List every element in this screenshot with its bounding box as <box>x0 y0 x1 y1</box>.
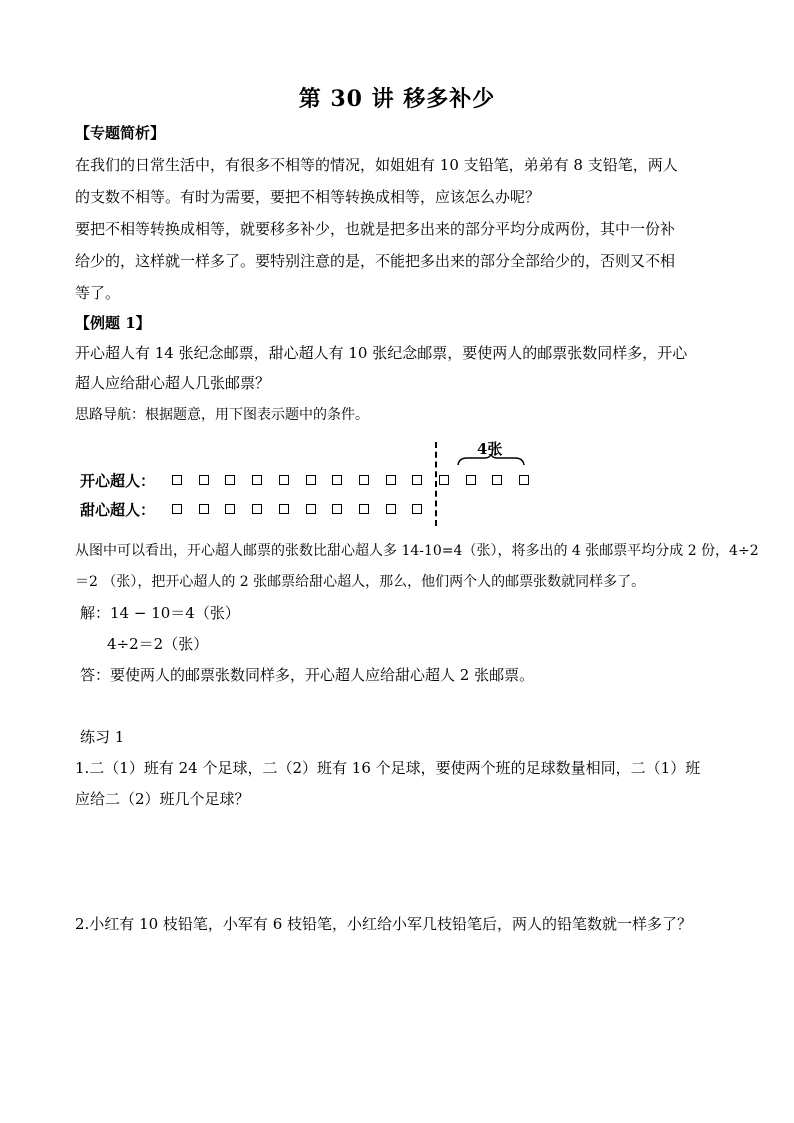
intro-line-2: 的支数不相等。有时为需要，要把不相等转换成相等，应该怎么办呢？ <box>75 188 541 206</box>
solution-step-2: 4÷2＝2（张） <box>107 635 209 653</box>
practice-q1-line-2: 应给二（2）班几个足球？ <box>75 790 250 808</box>
example-hint: 思路导航：根据题意，用下图表示题中的条件。 <box>75 407 369 423</box>
solution-step-1-text: 14 − 10＝4（张） <box>110 604 240 622</box>
row1-stamp-box <box>199 475 209 485</box>
intro-line-4: 给少的，这样就一样多了。要特别注意的是，不能把多出来的部分全部给少的，否则又不相 <box>75 252 676 270</box>
row1-stamp-box <box>172 475 182 485</box>
practice-q2: 2.小红有 10 枝铅笔，小军有 6 枝铅笔，小红给小军几枝铅笔后，两人的铅笔数就一样多了？ <box>75 915 693 933</box>
row2-stamp-box <box>252 504 262 514</box>
row2-stamp-box <box>332 504 342 514</box>
practice-q1-line-1: 1.二（1）班有 24 个足球，二（2）班有 16 个足球，要使两个班的足球数量相同，二（1）班 <box>75 759 701 777</box>
example-heading: 【例题 1】 <box>75 314 151 332</box>
diagram-row2-label: 甜心超人： <box>80 501 156 519</box>
solution-label: 解： <box>80 604 111 622</box>
row2-stamp-box <box>225 504 235 514</box>
row2-stamp-box <box>306 504 316 514</box>
row2-stamp-box <box>199 504 209 514</box>
row2-stamp-box <box>359 504 369 514</box>
row2-stamp-box <box>412 504 422 514</box>
row1-stamp-box <box>225 475 235 485</box>
row2-stamp-box <box>172 504 182 514</box>
intro-line-1: 在我们的日常生活中，有很多不相等的情况，如姐姐有 10 支铅笔，弟弟有 8 支铅笔，两人 <box>75 156 678 174</box>
example-question-line-2: 超人应给甜心超人几张邮票？ <box>75 374 271 392</box>
row1-stamp-box <box>492 475 502 485</box>
row2-stamp-box <box>386 504 396 514</box>
practice-heading: 练习 1 <box>80 728 125 746</box>
intro-line-3: 要把不相等转换成相等，就要移多补少，也就是把多出来的部分平均分成两份，其中一份补 <box>75 220 676 238</box>
diagram-extra-label: 4张 <box>477 440 503 458</box>
intro-line-5: 等了。 <box>75 284 121 302</box>
row2-stamp-box <box>279 504 289 514</box>
section-heading-intro: 【专题简析】 <box>75 124 166 142</box>
row1-stamp-box <box>439 475 449 485</box>
diagram-row1-label: 开心超人： <box>80 472 156 490</box>
row1-stamp-box <box>252 475 262 485</box>
row1-stamp-box <box>466 475 476 485</box>
answer: 答：要使两人的邮票张数同样多，开心超人应给甜心超人 2 张邮票。 <box>80 666 535 684</box>
explain-line-1: 从图中可以看出，开心超人邮票的张数比甜心超人多 14-10=4（张），将多出的 4 张邮票平均分成 2 份，4÷2 <box>75 543 759 559</box>
row1-stamp-box <box>359 475 369 485</box>
row1-stamp-box <box>412 475 422 485</box>
example-question-line-1: 开心超人有 14 张纪念邮票，甜心超人有 10 张纪念邮票，要使两人的邮票张数同样多，开心 <box>75 344 688 362</box>
diagram-brace <box>457 454 525 466</box>
stamp-diagram <box>75 432 575 532</box>
diagram-divider <box>435 442 437 526</box>
row1-stamp-box <box>279 475 289 485</box>
row1-stamp-box <box>386 475 396 485</box>
solution-step-1 <box>80 603 730 623</box>
row1-stamp-box <box>306 475 316 485</box>
row1-stamp-box <box>519 475 529 485</box>
explain-line-2: ＝2 （张），把开心超人的 2 张邮票给甜心超人，那么，他们两个人的邮票张数就同样多了。 <box>75 574 646 590</box>
page-title: 第 30 讲 移多补少 <box>298 86 496 112</box>
row1-stamp-box <box>332 475 342 485</box>
